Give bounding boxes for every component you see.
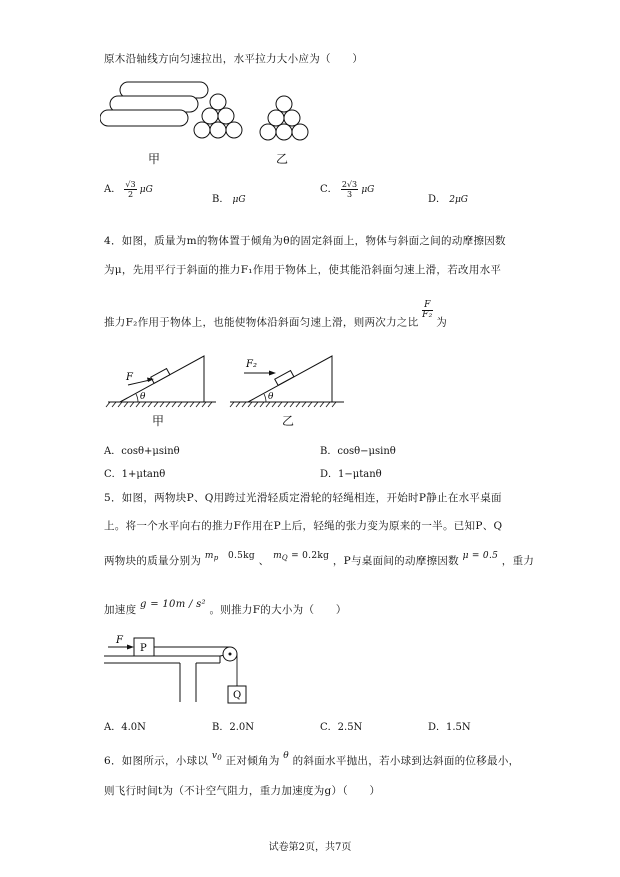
angle-theta: θ (283, 751, 289, 761)
q4-option-d[interactable]: D．1−μtanθ (320, 469, 382, 480)
q4-option-a[interactable]: A．cosθ+μsinθ (104, 446, 180, 457)
q3-stem-tail: 原木沿轴线方向匀速拉出，水平拉力大小应为（ ） (104, 53, 364, 65)
figure-caption-yi: 乙 (276, 152, 289, 166)
incline-figure-yi (228, 352, 348, 412)
svg-text:P: P (140, 643, 147, 654)
force-ratio: $\frac{F}{\text{F₂}}$ (422, 300, 433, 320)
q3-option-c[interactable]: C． $\frac{2√3}{3}$ μG (320, 180, 375, 199)
q5-stem-line2: 上。将一个水平向右的推力F作用在P上后，轻绳的张力变为原来的一半。已知P、Q (104, 520, 503, 532)
q5-option-a[interactable]: A．4.0N (104, 722, 146, 733)
q5-option-b[interactable]: B．2.0N (212, 722, 255, 733)
mass-q: $m_Q = 0.2kg$ (273, 551, 330, 562)
q3-option-d[interactable]: D． 2μG (428, 194, 468, 205)
incline-caption-jia: 甲 (152, 414, 165, 428)
svg-text:F: F (126, 372, 133, 383)
q5-stem-line1: 5．如图，两物块P、Q用跨过光滑轻质定滑轮的轻绳相连，开始时P静止在水平桌面 (104, 492, 502, 504)
q5-stem-line3: 两物块的质量分别为 $m_p$ 0.5kg 、 $m_Q = 0.2kg$ ，P与桌面间的动摩擦因数 μ = 0.5 ，重力 (104, 551, 535, 567)
friction-coefficient: μ = 0.5 (462, 551, 499, 561)
q6-stem-line1: 6．如图所示，小球以 $v_0$ 正对倾角为 θ 的斜面水平抛出，若小球到达斜面的位移最小， (104, 751, 520, 767)
q5-option-c[interactable]: C．2.5N (320, 722, 363, 733)
q4-option-c[interactable]: C．1+μtanθ (104, 469, 166, 480)
incline-figure-jia (100, 352, 220, 412)
svg-text:F₂: F₂ (246, 359, 257, 370)
q5-option-d[interactable]: D．1.5N (428, 722, 471, 733)
mass-p: $m_p$ 0.5kg (204, 551, 255, 562)
gravity-acceleration: g = 10m / s² (140, 599, 206, 610)
logs-end-view-figure (255, 92, 315, 147)
logs-side-view-figure (100, 72, 250, 147)
pulley-table-figure (100, 630, 260, 710)
q3-option-a[interactable]: A． $\frac{√3}{2}$ μG (104, 180, 153, 199)
q4-option-b[interactable]: B．cosθ−μsinθ (320, 446, 396, 457)
q6-stem-line2: 则飞行时间t为（不计空气阻力，重力加速度为g）（ ） (104, 785, 381, 797)
svg-text:θ: θ (140, 392, 146, 402)
q4-stem-line3: 推力F₂作用于物体上，也能使物体沿斜面匀速上滑，则两次力之比 $\frac{F}{\text{F₂}}$ 为 (104, 300, 448, 329)
svg-text:θ: θ (268, 392, 274, 402)
svg-text:Q: Q (233, 690, 242, 701)
svg-text:F: F (116, 635, 123, 646)
page-footer: 试卷第2页，共7页 (268, 842, 352, 853)
q3-option-b[interactable]: B． μG (212, 194, 246, 205)
q4-stem-line2: 为μ，先用平行于斜面的推力F₁作用于物体上，使其能沿斜面匀速上滑，若改用水平 (104, 264, 502, 276)
figure-caption-jia: 甲 (148, 152, 161, 166)
q4-stem-line1: 4．如图，质量为m的物体置于倾角为θ的固定斜面上，物体与斜面之间的动摩擦因数 (104, 235, 506, 247)
incline-caption-yi: 乙 (282, 414, 295, 428)
q5-stem-line4: 加速度 g = 10m / s² 。则推力F的大小为（ ） (104, 599, 347, 616)
initial-velocity: $v_0$ (211, 751, 222, 762)
